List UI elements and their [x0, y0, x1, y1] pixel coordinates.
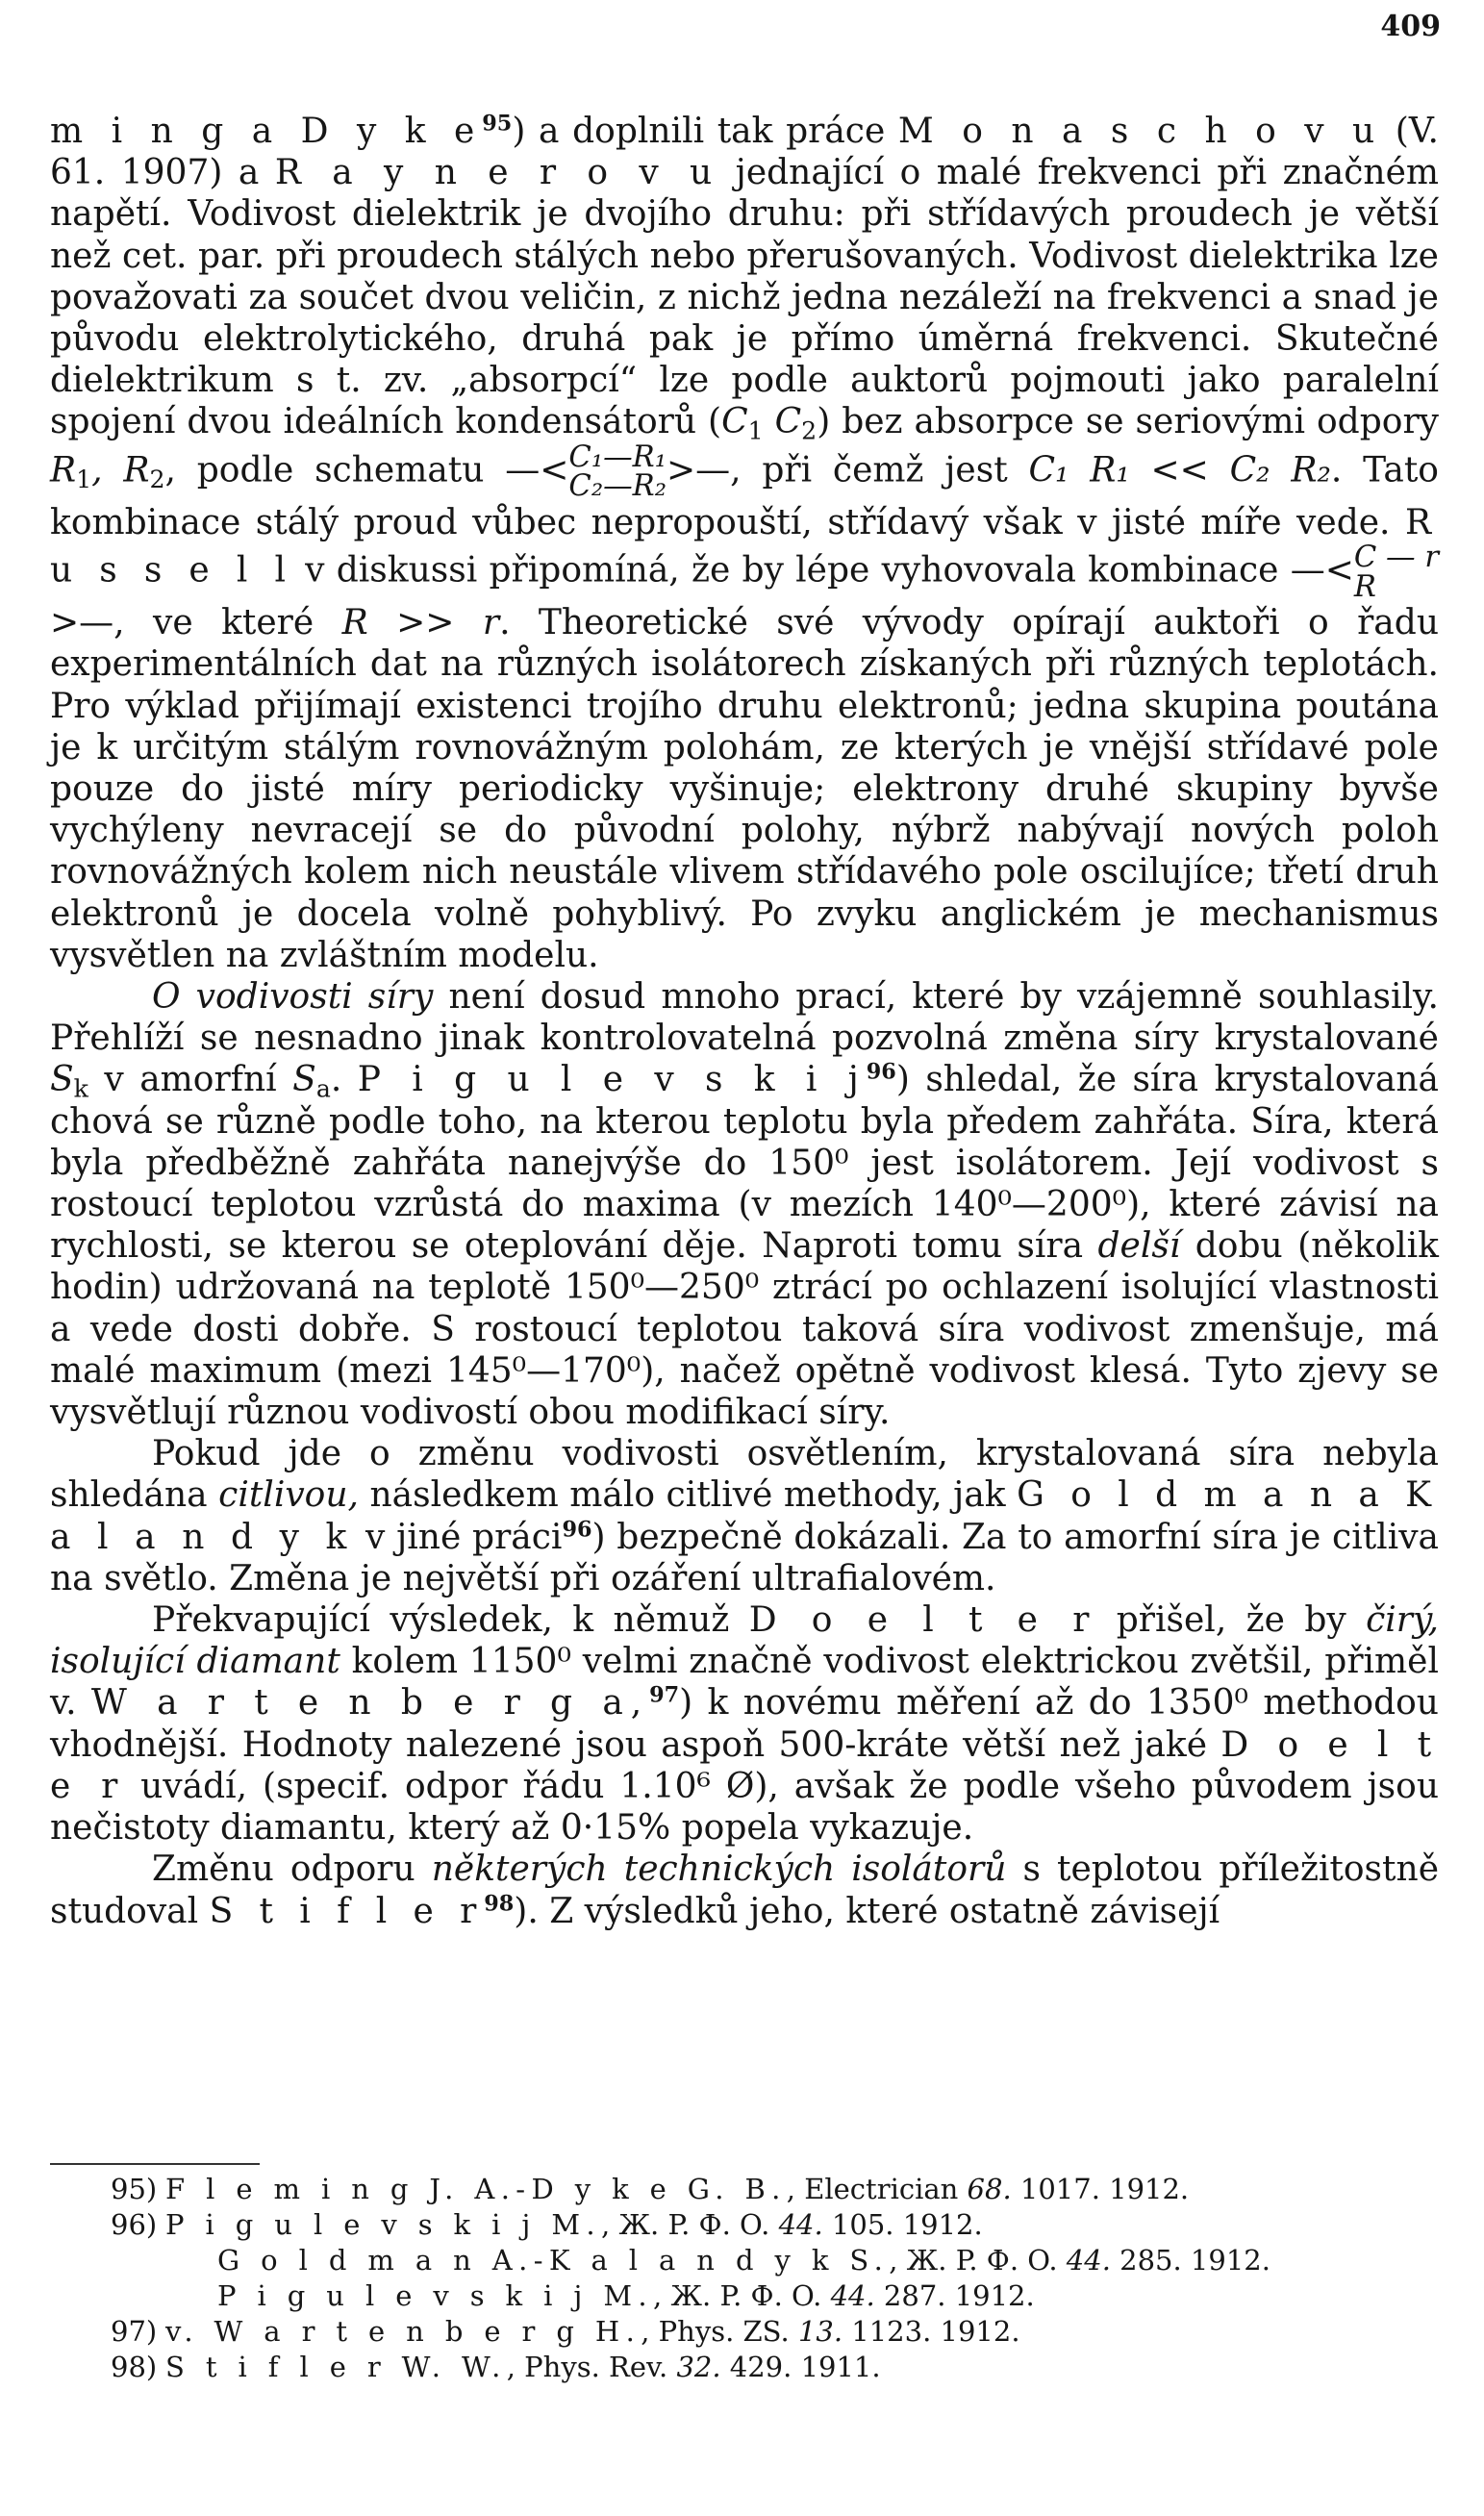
- symbol: C: [763, 402, 802, 442]
- paragraph-1: [50, 111, 1439, 976]
- footnote-ref: 96: [562, 1517, 592, 1543]
- author-name: R u s s e l l: [50, 502, 1439, 591]
- text-run: Pokud jde o změnu vodivosti osvětlením, krystalovaná síra nebyla shledána: [50, 1434, 1439, 1516]
- footnote-author: F l e m i n g J. A.-D y k e G. B.: [165, 2173, 787, 2205]
- subscript: k: [73, 1074, 88, 1103]
- footnote-volume: 44.: [1066, 2244, 1111, 2277]
- footnote-96: [111, 2207, 1358, 2243]
- author-name: G o l d m a n a K a l a n d y k: [50, 1475, 1440, 1557]
- footnote-journal: , Ж. P. Ф. O.: [653, 2279, 831, 2312]
- text-run: , podle schematu —<: [164, 450, 569, 491]
- subscript: 2: [149, 465, 165, 493]
- emphasis: čirý, isolující diamant: [50, 1600, 1439, 1682]
- text-run: ). Z výsledků jeho, které ostatně závisejí: [514, 1891, 1220, 1931]
- text-run: Změnu odporu: [152, 1849, 432, 1890]
- author-name: D o e l t e r: [50, 1724, 1439, 1806]
- text-run: . Tato kombinace stálý proud vůbec nepropouští, střídavý však v jisté míře vede.: [50, 450, 1439, 542]
- footnote-95: [111, 2172, 1358, 2207]
- paragraph-4: [50, 1599, 1439, 1849]
- text-run: Překvapující výsledek, k němuž: [152, 1600, 749, 1641]
- text-run: není dosud mnoho prací, které by vzájemně souhlasily. Přehlíží se nesnadno jinak kontrolovatelná pozvolná změna síry krystalované: [50, 977, 1439, 1059]
- footnote-pages: 287. 1912.: [874, 2279, 1035, 2312]
- footnote-pages: 105. 1912.: [822, 2208, 983, 2241]
- circuit-schema: [568, 440, 667, 504]
- author-name: D o e l t e r: [748, 1600, 1097, 1641]
- footnote-mark: 95): [111, 2173, 158, 2205]
- emphasis: delší: [1097, 1226, 1181, 1267]
- text-run: s teplotou příležitostně studoval: [50, 1849, 1439, 1931]
- author-name: S t i f l e r: [209, 1891, 485, 1931]
- footnote-pages: 1123. 1912.: [843, 2315, 1020, 2348]
- text-run: >—, ve které: [50, 603, 342, 643]
- text-run: jednající o malé frekvenci při značném napětí. Vodivost dielektrik je dvojího druhu: při střídavých proudech je větší než cet. par. při proudech stálých nebo přerušovaných. Vodivost dielektrika lze považovati za součet dvou veličin, z nichž jedna nezáleží na frekvenci a snad je původu elektrolytického, druhá pak je přímo úměrná frekvenci. Skutečné dielektrikum s t. zv. „absorpcí“ lze podle auktorů pojmouti jako paralelní spojení dvou ideálních kondensátorů (: [50, 153, 1440, 442]
- schema-top: C₁—R₁: [568, 440, 667, 474]
- paragraph-3: [50, 1433, 1439, 1599]
- footnote-97: [111, 2314, 1358, 2350]
- footnote-volume: 44.: [830, 2279, 875, 2312]
- footnote-journal: , Phys. ZS.: [641, 2315, 798, 2348]
- section-topic: O vodivosti síry: [152, 977, 434, 1018]
- footnote-mark: 96): [111, 2208, 158, 2241]
- formula: R >> r: [341, 603, 500, 643]
- author-name: m i n g a D y k e: [50, 112, 483, 151]
- text-run: (V. 61. 1907) a: [50, 112, 1439, 193]
- subscript: 1: [747, 416, 764, 445]
- footnote-author: G o l d m a n A.-K a l a n d y k S.: [217, 2244, 890, 2277]
- combination-schema: [1354, 543, 1439, 602]
- subscript: 1: [76, 465, 92, 493]
- footnote-pages: 429. 1911.: [720, 2351, 881, 2383]
- text-run: ) shledal, že síra krystalovaná chová se různě podle toho, na kterou teplotu byla předem zahřáta. Síra, která byla předběžně zahřáta nanejvýše do 150⁰ jest isolátorem. Její vodivost s rostoucí teplotou vzrůstá do maxima (v mezích 140⁰—200⁰), které závisí na rychlosti, se kterou se oteplování děje. Naproti tomu síra: [50, 1060, 1439, 1267]
- footnote-volume: 13.: [797, 2315, 843, 2348]
- symbol: S: [50, 1060, 74, 1100]
- footnote-journal: , Ж. P. Ф. O.: [601, 2208, 779, 2241]
- text-run: >—, při čemž jest: [666, 450, 1029, 491]
- footnote-ref: 98: [484, 1891, 515, 1917]
- text-run: v diskussi připomíná, že by lépe vyhovovala kombinace —<: [292, 550, 1354, 591]
- footnote-author: P i g u l e v s k i j M.: [217, 2279, 654, 2312]
- schema-top: C — r: [1353, 541, 1439, 575]
- footnote-divider: [50, 2163, 260, 2165]
- author-name: R a y n e r o v u: [274, 153, 720, 193]
- footnote-ref: 97: [649, 1683, 680, 1709]
- footnote-ref: 95: [482, 111, 513, 137]
- footnote-pages: 285. 1912.: [1110, 2244, 1270, 2277]
- text-run: ) bezpečně dokázali. Za to amorfní síra je citliva na světlo. Změna je největší při ozáření ultrafialovém.: [50, 1517, 1439, 1598]
- subscript: a: [315, 1074, 331, 1103]
- paragraph-5: [50, 1849, 1439, 1931]
- text-run: .: [330, 1060, 358, 1100]
- footnote-author: S t i f l e r W. W.: [165, 2351, 507, 2383]
- main-text: [50, 111, 1439, 1932]
- footnote-98: [111, 2350, 1358, 2385]
- footnote-ref: 96: [866, 1060, 896, 1086]
- footnote-mark: 97): [111, 2315, 158, 2348]
- subscript: 2: [801, 416, 817, 445]
- author-name: W a r t e n b e r g a,: [90, 1683, 650, 1723]
- footnote-journal: , Phys. Rev.: [506, 2351, 677, 2383]
- emphasis: některých technických isolátorů: [431, 1849, 1007, 1890]
- symbol: C: [721, 402, 748, 442]
- text-run: přišel, že by: [1096, 1600, 1367, 1641]
- paragraph-2: [50, 976, 1439, 1433]
- author-name: M o n a s c h o v u: [897, 112, 1383, 151]
- text-run: ) k novému měření až do 1350⁰ methodou vhodnější. Hodnoty nalezené jsou aspoň 500-kráte větší než jaké: [50, 1683, 1439, 1765]
- footnote-volume: 68.: [967, 2173, 1012, 2205]
- text-run: uvádí, (specif. odpor řádu 1.10⁶ Ø), avšak že podle všeho původem jsou nečistoty diamantu, který až 0·15% popela vykazuje.: [50, 1766, 1439, 1849]
- text-run: ) bez absorpce se seriovými odpory: [817, 402, 1439, 442]
- footnote-pages: 1017. 1912.: [1011, 2173, 1190, 2205]
- text-run: následkem málo citlivé methody, jak: [358, 1475, 1018, 1516]
- symbol: S: [292, 1060, 316, 1100]
- page-number: 409: [1380, 10, 1441, 43]
- text-run: v amorfní: [88, 1060, 293, 1100]
- schema-bottom: R: [1353, 569, 1376, 604]
- schema-bottom: C₂—R₂: [568, 469, 667, 504]
- emphasis: citlivou,: [218, 1475, 359, 1516]
- text-run: v jiné práci: [354, 1517, 563, 1557]
- text-run: dobu (několik hodin) udržovaná na teplotě 150⁰—250⁰ ztrácí po ochlazení isolující vlastnosti a vede dosti dobře. S rostoucí teplotou taková síra vodivost zmenšuje, má malé maximum (mezi 145⁰—170⁰), načež opětně vodivost klesá. Tyto zjevy se vysvětlují různou vodivostí obou modifikací síry.: [50, 1226, 1439, 1433]
- formula: C₁ R₁ << C₂ R₂: [1028, 450, 1331, 491]
- author-name: P i g u l e v s k i j: [357, 1060, 867, 1100]
- footnote-journal: , Ж. P. Ф. O.: [889, 2244, 1067, 2277]
- footnote-journal: , Electrician: [786, 2173, 968, 2205]
- footnote-volume: 32.: [676, 2351, 721, 2383]
- text-run: . Theoretické své vývody opírají auktoři o řadu experimentálních dat na různých isolátorech získaných při různých teplotách. Pro výklad přijímají existenci trojího druhu elektronů; jedna skupina poutána je k určitým stálým rovnovážným polohám, ze kterých je vnější střídavé pole pouze do jisté míry periodicky vyšinuje; elektrony druhé skupiny byvše vychýleny nevracejí se do původní polohy, nýbrž nabývají nových poloh rovnovážných kolem nich neustále vlivem střídavého pole oscilujíce; třetí druh elektronů je docela volně pohyblivý. Po zvyku anglickém je mechanismus vysvětlen na zvláštním modelu.: [50, 603, 1440, 975]
- footnote-96-b: [165, 2243, 1358, 2278]
- footnotes: [111, 2172, 1358, 2385]
- text-run: ) a doplnili tak práce: [512, 112, 898, 151]
- symbol: R: [50, 450, 77, 491]
- footnote-author: v. W a r t e n b e r g H.: [165, 2315, 641, 2348]
- footnote-96-c: [165, 2278, 1358, 2314]
- symbol: , R: [91, 450, 150, 491]
- footnote-volume: 44.: [778, 2208, 823, 2241]
- text-run: kolem 1150⁰ velmi značně vodivost elektrickou zvětšil, přiměl v.: [50, 1642, 1440, 1723]
- footnote-mark: 98): [111, 2351, 158, 2383]
- footnote-author: P i g u l e v s k i j M.: [165, 2208, 602, 2241]
